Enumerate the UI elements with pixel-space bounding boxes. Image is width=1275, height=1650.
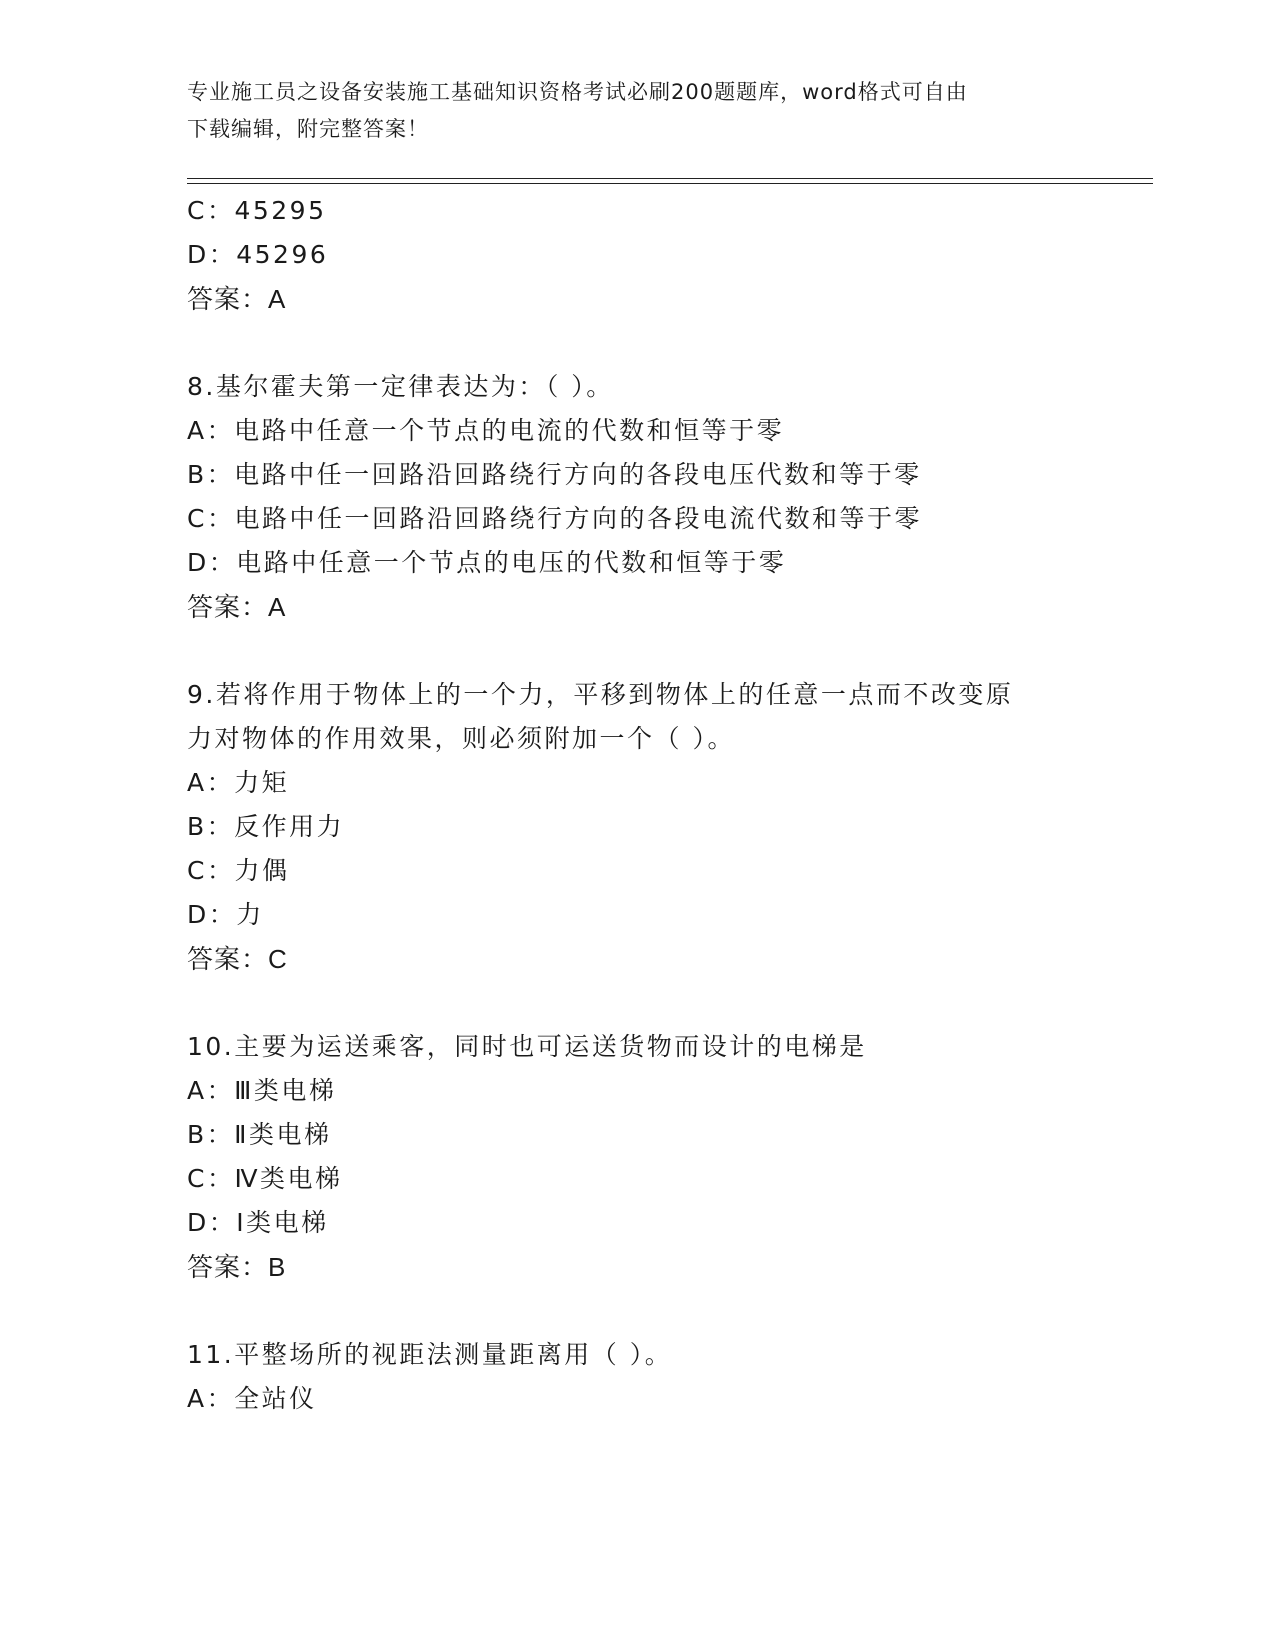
answer-q10: 答案：B xyxy=(187,1252,287,1282)
option-a-q11: A：全站仪 xyxy=(187,1384,317,1413)
option-b-q10: B：Ⅱ类电梯 xyxy=(187,1120,332,1149)
answer-q9: 答案：C xyxy=(187,944,288,974)
question-8-stem: 8.基尔霍夫第一定律表达为：（ ）。 xyxy=(187,372,614,401)
option-c-q8: C：电路中任一回路沿回路绕行方向的各段电流代数和等于零 xyxy=(187,504,922,533)
header-rule-top xyxy=(187,178,1153,179)
option-c-q10: C：Ⅳ类电梯 xyxy=(187,1164,343,1193)
option-a-q10: A：Ⅲ类电梯 xyxy=(187,1076,337,1105)
option-d-q9: D：力 xyxy=(187,900,264,929)
answer-q8: 答案：A xyxy=(187,592,287,622)
question-11-stem: 11.平整场所的视距法测量距离用（ ）。 xyxy=(187,1340,673,1369)
question-9-stem-line-1: 9.若将作用于物体上的一个力，平移到物体上的任意一点而不改变原 xyxy=(187,680,1014,709)
option-a-q9: A：力矩 xyxy=(187,768,290,797)
option-c-q9: C：力偶 xyxy=(187,856,290,885)
option-a-q8: A：电路中任意一个节点的电流的代数和恒等于零 xyxy=(187,416,785,445)
option-d-q7: D：45296 xyxy=(187,240,329,269)
header-rule-bottom xyxy=(187,183,1153,184)
option-b-q8: B：电路中任一回路沿回路绕行方向的各段电压代数和等于零 xyxy=(187,460,922,489)
answer-q7: 答案：A xyxy=(187,284,287,314)
header-line-2: 下载编辑，附完整答案！ xyxy=(187,117,429,141)
option-d-q10: D：Ⅰ类电梯 xyxy=(187,1208,329,1237)
question-10-stem: 10.主要为运送乘客，同时也可运送货物而设计的电梯是 xyxy=(187,1032,867,1061)
option-b-q9: B：反作用力 xyxy=(187,812,345,841)
document-header xyxy=(187,74,1067,148)
header-line-1: 专业施工员之设备安装施工基础知识资格考试必刷200题题库，word格式可自由 xyxy=(187,80,968,104)
option-d-q8: D：电路中任意一个节点的电压的代数和恒等于零 xyxy=(187,548,787,577)
option-c-q7: C：45295 xyxy=(187,196,327,225)
question-9-stem-line-2: 力对物体的作用效果，则必须附加一个（ ）。 xyxy=(187,724,735,753)
